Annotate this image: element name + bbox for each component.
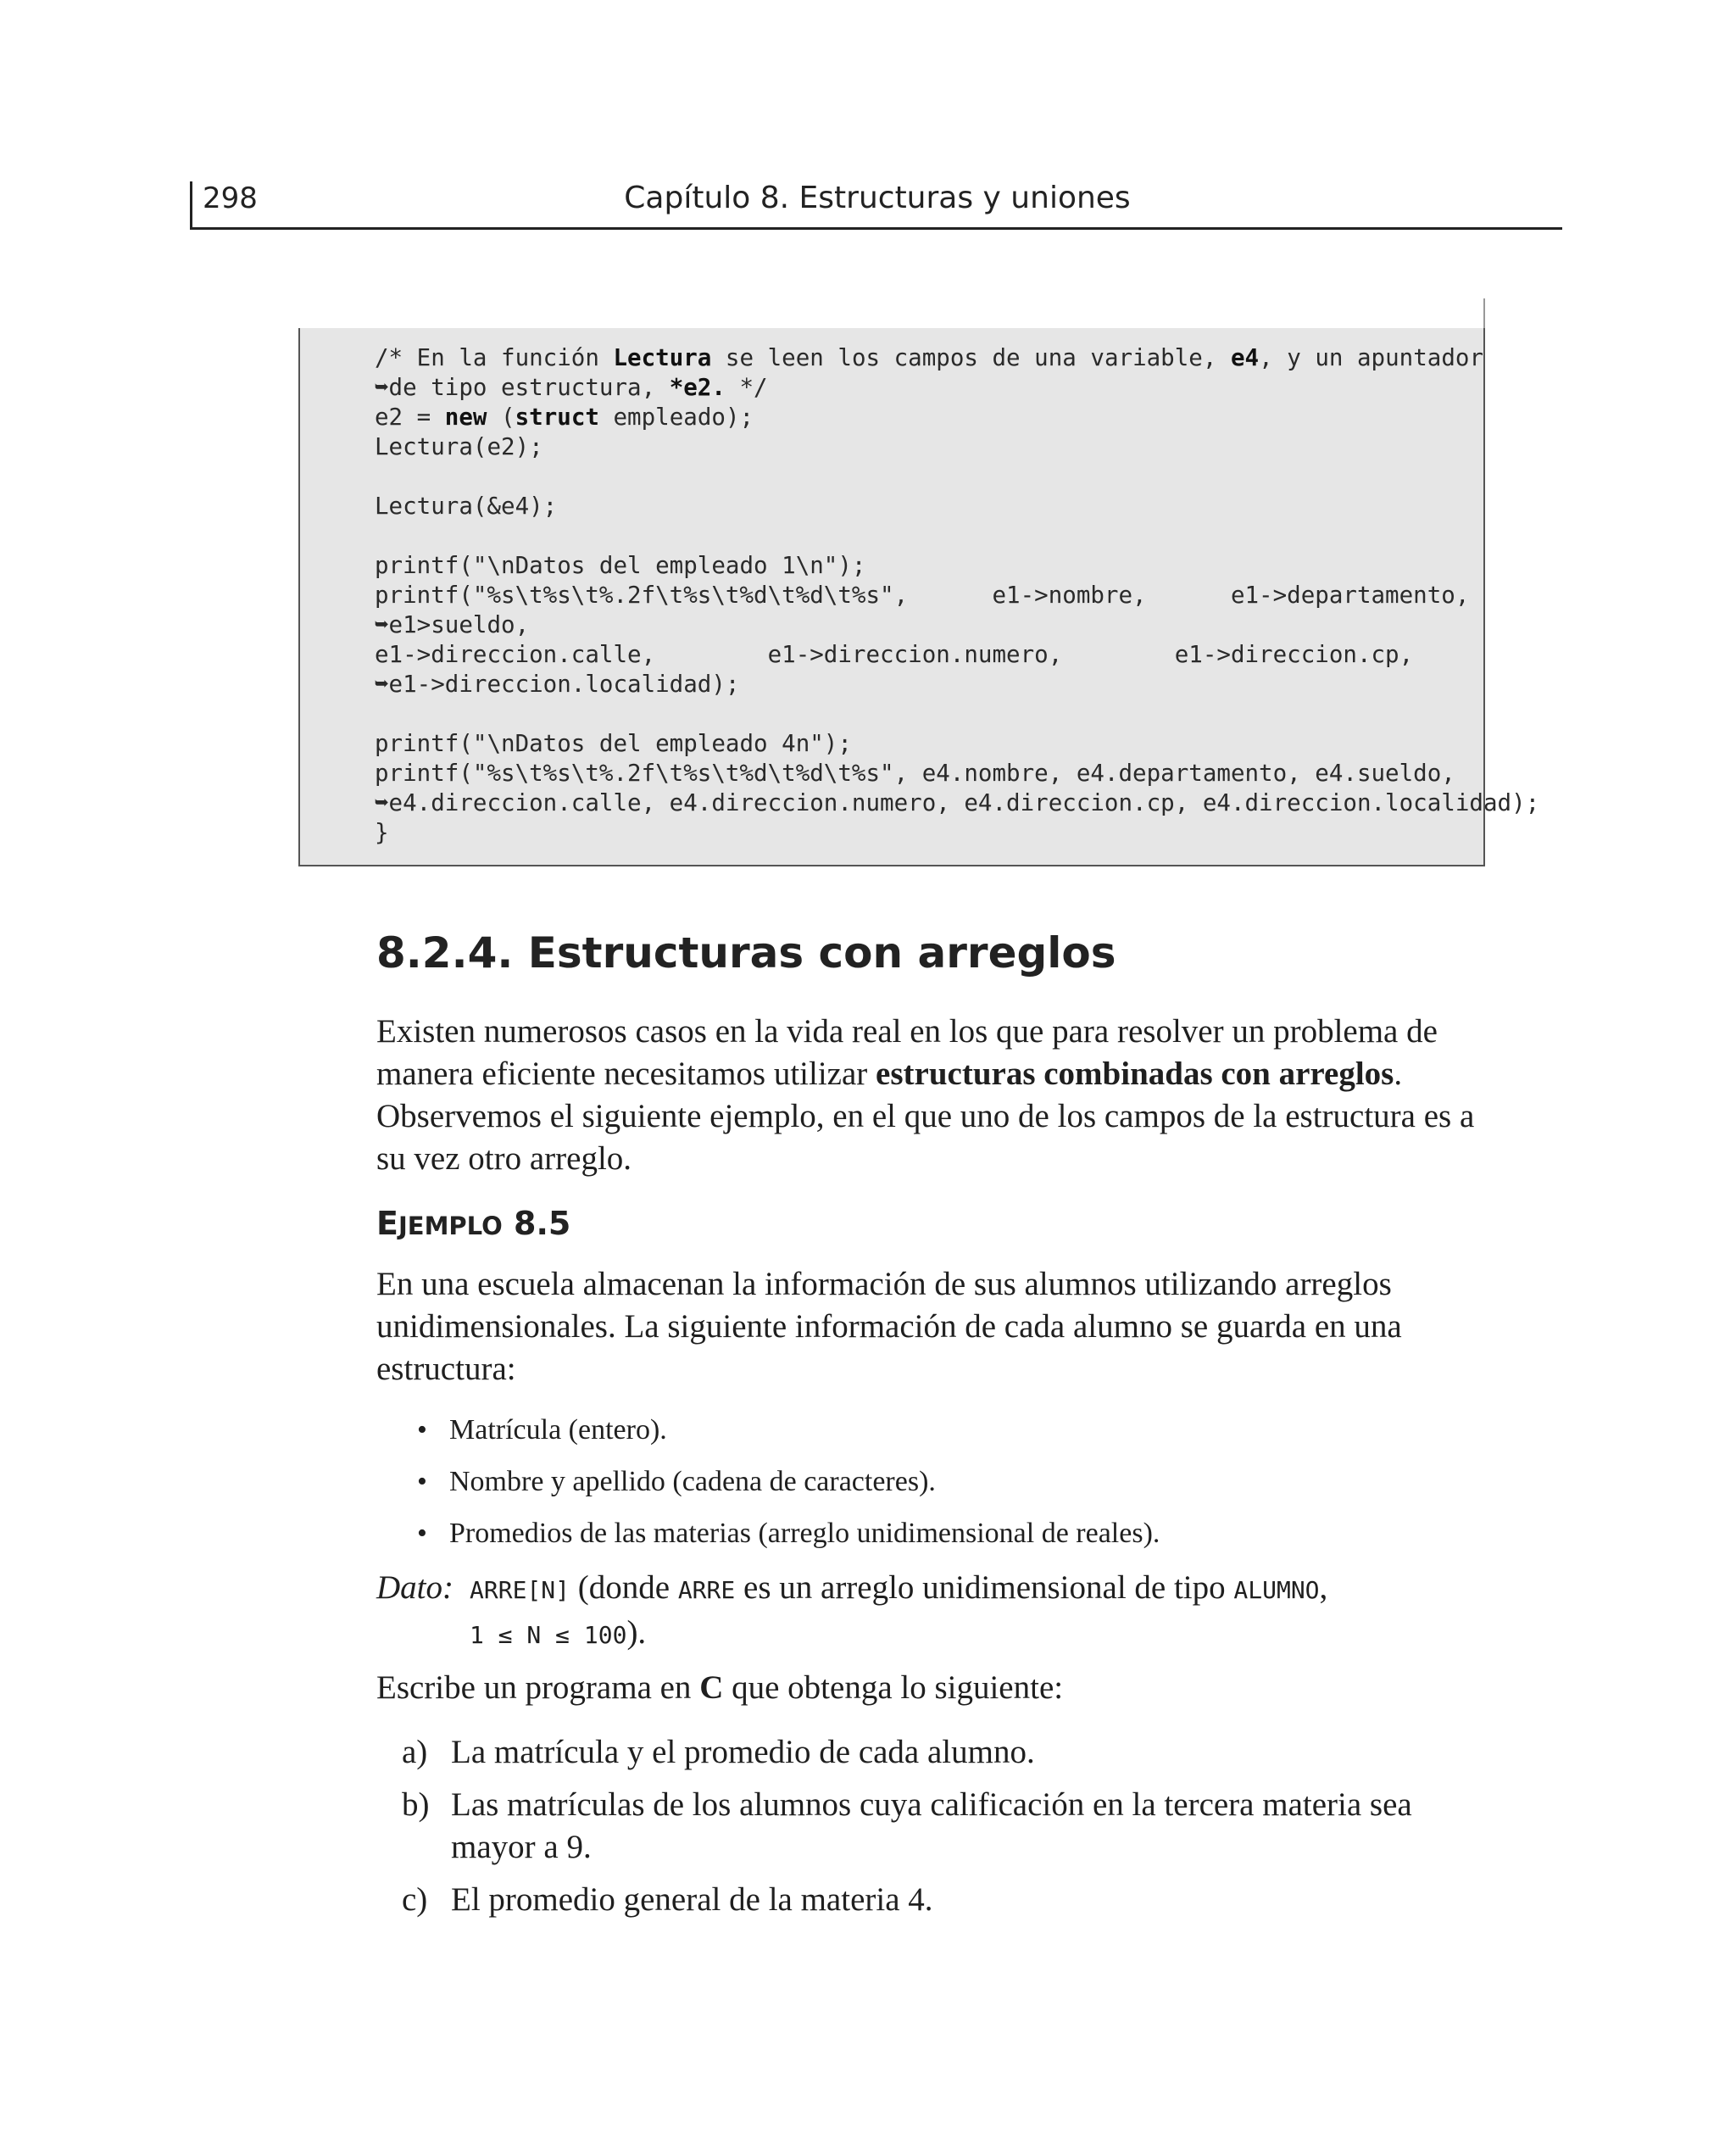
list-item: • Matrícula (entero). bbox=[417, 1404, 1160, 1456]
code-line: ( bbox=[487, 404, 515, 431]
code-listing bbox=[298, 328, 1540, 866]
intro-text: Existen numerosos casos en la vida real en los que para resolver un problema de manera eficiente necesitamos utilizar bbox=[376, 1013, 1438, 1092]
field-list bbox=[417, 1404, 1160, 1559]
code-line: Lectura(e2); bbox=[375, 433, 543, 460]
task-text: Escribe un programa en bbox=[376, 1669, 700, 1706]
list-item-text: Las matrículas de los alumnos cuya calificación en la tercera materia sea mayor a 9. bbox=[451, 1786, 1412, 1865]
code-line: se leen los campos de una variable, bbox=[711, 344, 1231, 371]
list-marker: c) bbox=[402, 1881, 428, 1918]
code-keyword: new bbox=[444, 404, 487, 431]
dato-label: Dato: bbox=[376, 1569, 453, 1606]
running-header bbox=[190, 181, 1562, 230]
dato-code: ALUMNO bbox=[1233, 1576, 1320, 1604]
code-line: ➥e1->direccion.localidad); bbox=[375, 671, 740, 698]
list-item-text: La matrícula y el promedio de cada alumno. bbox=[451, 1734, 1035, 1770]
list-item: • Nombre y apellido (cadena de caracteres). bbox=[417, 1456, 1160, 1507]
code-keyword: Lectura bbox=[613, 344, 712, 371]
task-text-end: que obtenga lo siguiente: bbox=[723, 1669, 1064, 1706]
requirements-list bbox=[402, 1731, 1487, 1931]
code-line: ➥e1>sueldo, bbox=[375, 611, 530, 638]
list-marker: a) bbox=[402, 1734, 428, 1770]
code-line: empleado); bbox=[598, 404, 754, 431]
example-title-initial: E bbox=[376, 1205, 398, 1242]
dato-block bbox=[376, 1567, 1495, 1657]
list-item-text: El promedio general de la materia 4. bbox=[451, 1881, 933, 1918]
list-marker: b) bbox=[402, 1786, 430, 1823]
list-item: • Promedios de las materias (arreglo unidimensional de reales). bbox=[417, 1507, 1160, 1559]
code-line: */ bbox=[725, 374, 768, 401]
code-keyword: struct bbox=[515, 404, 599, 431]
dato-code: ARRE[N] bbox=[470, 1576, 570, 1604]
code-keyword: *e2. bbox=[669, 374, 726, 401]
list-item bbox=[402, 1731, 1487, 1774]
dato-code: 1 ≤ N ≤ 100 bbox=[470, 1621, 627, 1649]
code-line: , y un apuntador bbox=[1259, 344, 1483, 371]
example-title bbox=[376, 1202, 570, 1251]
code-line: e2 = bbox=[375, 404, 445, 431]
example-number: 8.5 bbox=[502, 1205, 571, 1242]
dato-code: ARRE bbox=[677, 1576, 736, 1604]
intro-bold-text: estructuras combinadas con arreglos bbox=[876, 1056, 1394, 1092]
code-line: ➥e4.direccion.calle, e4.direccion.numero, e4.direccion.cp, e4.direccion.localidad); bbox=[375, 789, 1540, 816]
dato-text: (donde bbox=[570, 1569, 678, 1606]
code-line: e1->direccion.calle, e1->direccion.numero, e1->direccion.cp, bbox=[375, 641, 1414, 668]
code-line: /* En la función bbox=[375, 344, 614, 371]
task-bold-text: C bbox=[699, 1669, 724, 1706]
section-title: 8.2.4. Estructuras con arreglos bbox=[376, 928, 1116, 978]
code-line: ➥de tipo estructura, bbox=[375, 374, 670, 401]
task-paragraph bbox=[376, 1667, 1478, 1709]
code-line: printf("%s\t%s\t%.2f\t%s\t%d\t%d\t%s", e1->nombre, e1->departamento, bbox=[375, 582, 1470, 609]
code-line: Lectura(&e4); bbox=[375, 493, 558, 520]
example-paragraph: En una escuela almacenan la información de sus alumnos utilizando arreglos unidimensionales. La siguiente información de cada alumno se guarda en una estructura: bbox=[376, 1266, 1402, 1387]
running-title: Capítulo 8. Estructuras y uniones bbox=[624, 181, 1131, 215]
dato-text: ). bbox=[626, 1614, 647, 1651]
intro-text-end: . Observemos el siguiente ejemplo, en el que uno de los campos de la estructura es a su vez otro arreglo. bbox=[376, 1056, 1475, 1177]
intro-paragraph bbox=[376, 1011, 1478, 1180]
list-item bbox=[402, 1784, 1487, 1869]
code-line: printf("%s\t%s\t%.2f\t%s\t%d\t%d\t%s", e4.nombre, e4.departamento, e4.sueldo, bbox=[375, 760, 1455, 787]
dato-text: es un arreglo unidimensional de tipo bbox=[735, 1569, 1234, 1606]
code-line: } bbox=[375, 819, 389, 846]
code-keyword: e4 bbox=[1230, 344, 1260, 371]
code-line: printf("\nDatos del empleado 4n"); bbox=[375, 730, 852, 757]
code-line: printf("\nDatos del empleado 1\n"); bbox=[375, 552, 866, 579]
page-number: 298 bbox=[203, 181, 258, 215]
code-block bbox=[375, 343, 1539, 848]
dato-text: , bbox=[1319, 1569, 1328, 1606]
list-item bbox=[402, 1879, 1487, 1921]
example-title-smallcaps: JEMPLO bbox=[398, 1212, 503, 1240]
